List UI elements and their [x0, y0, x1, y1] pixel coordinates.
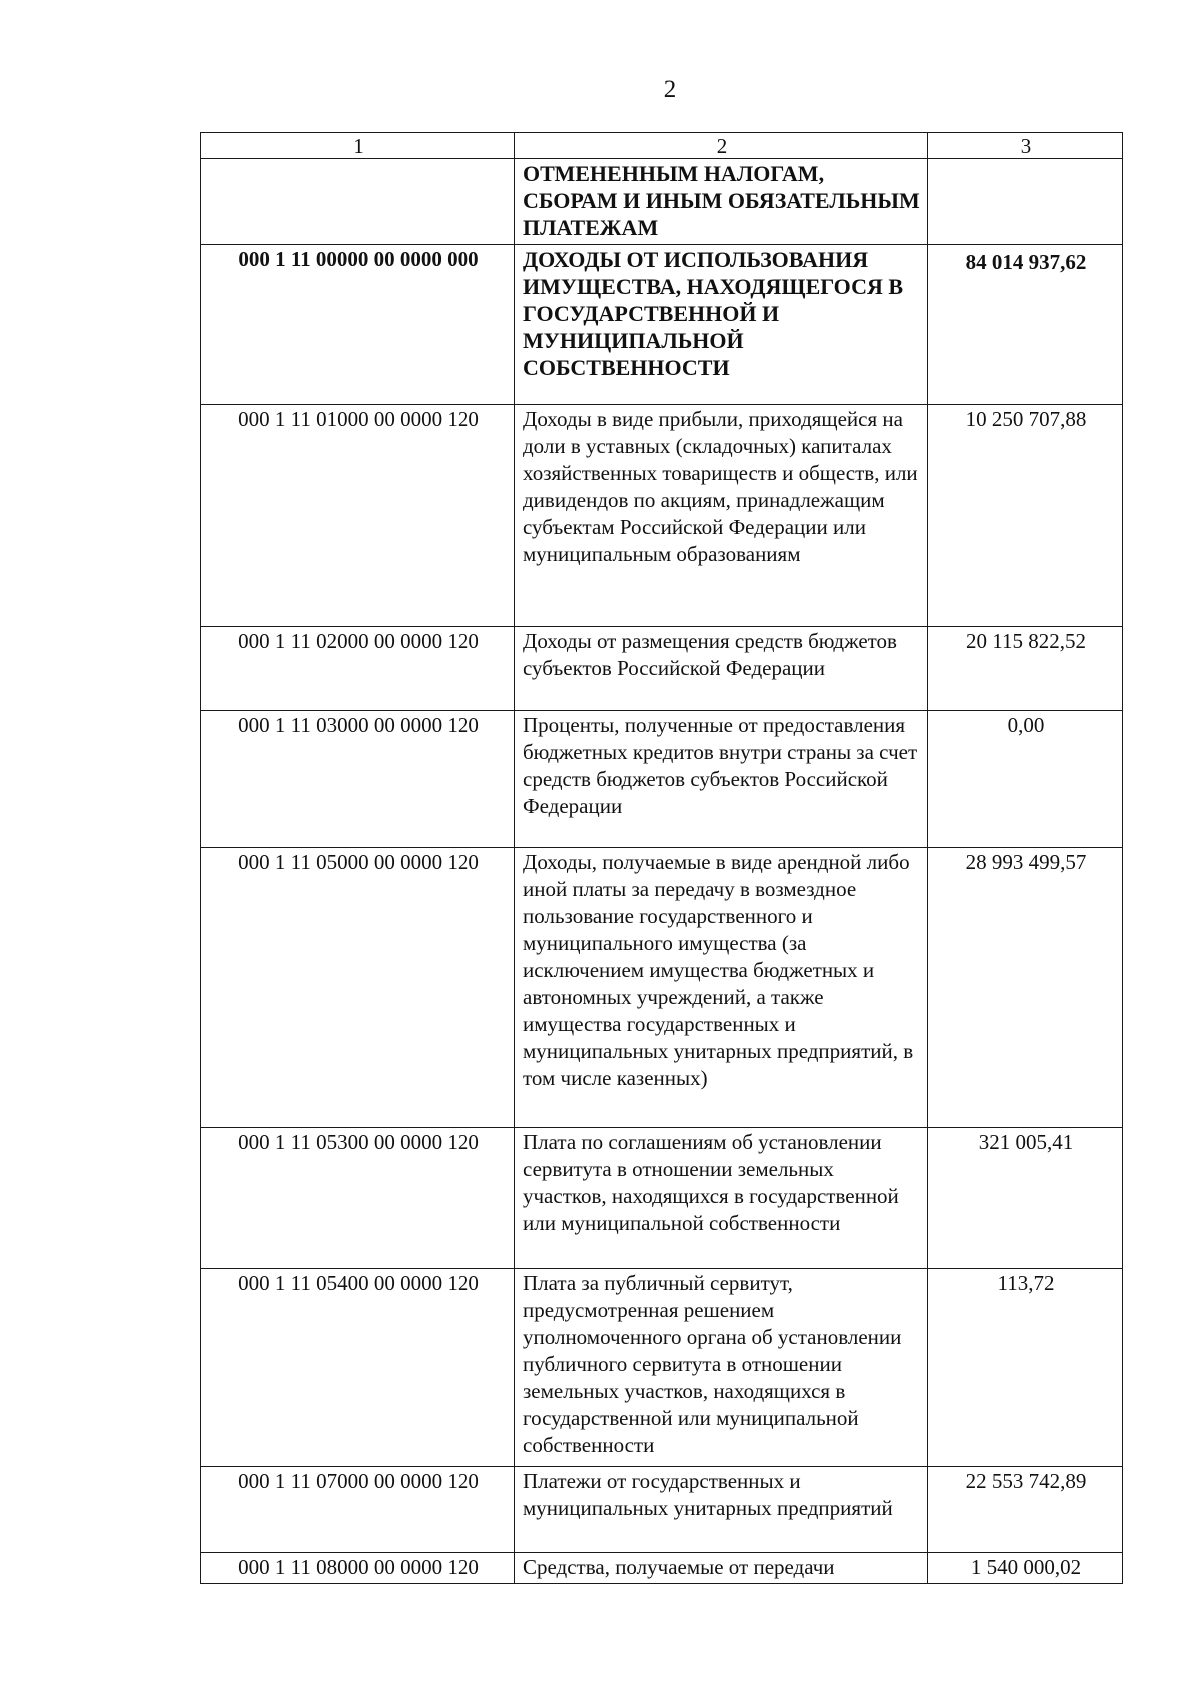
amount: 84 014 937,62: [928, 245, 1123, 405]
amount: 1 540 000,02: [928, 1553, 1123, 1584]
table-row: [201, 711, 1123, 848]
table-row: [201, 1128, 1123, 1269]
table-row: [201, 848, 1123, 1128]
amount: 28 993 499,57: [928, 848, 1123, 1128]
revenue-name: Плата за публичный сервитут, предусмотренная решением уполномоченного органа об установлении публичного сервитута в отношении земельных участков, находящихся в государственной или муниципальной собственности: [515, 1269, 928, 1467]
revenue-name: Доходы от размещения средств бюджетов субъектов Российской Федерации: [515, 627, 928, 711]
column-number-2: 2: [515, 133, 928, 159]
amount: 20 115 822,52: [928, 627, 1123, 711]
column-number-3: 3: [928, 133, 1123, 159]
table-row: [201, 159, 1123, 245]
revenue-name: Средства, получаемые от передачи: [515, 1553, 928, 1584]
amount: 113,72: [928, 1269, 1123, 1467]
table-row: [201, 405, 1123, 627]
budget-code: 000 1 11 07000 00 0000 120: [201, 1467, 515, 1553]
revenue-name: Доходы в виде прибыли, приходящейся на доли в уставных (складочных) капиталах хозяйственных товариществ и обществ, или дивидендов по акциям, принадлежащим субъектам Российской Федерации или муниципальным образованиям: [515, 405, 928, 627]
amount: 321 005,41: [928, 1128, 1123, 1269]
budget-code: 000 1 11 08000 00 0000 120: [201, 1553, 515, 1584]
budget-code: 000 1 11 05000 00 0000 120: [201, 848, 515, 1128]
amount: 10 250 707,88: [928, 405, 1123, 627]
table-row: [201, 1269, 1123, 1467]
budget-code: 000 1 11 01000 00 0000 120: [201, 405, 515, 627]
table-row: [201, 245, 1123, 405]
budget-code: 000 1 11 03000 00 0000 120: [201, 711, 515, 848]
revenue-name: Плата по соглашениям об установлении сервитута в отношении земельных участков, находящихся в государственной или муниципальной собственности: [515, 1128, 928, 1269]
amount: 22 553 742,89: [928, 1467, 1123, 1553]
table-row: [201, 1553, 1123, 1584]
table-row: [201, 1467, 1123, 1553]
revenue-name: Платежи от государственных и муниципальных унитарных предприятий: [515, 1467, 928, 1553]
table-header-row: [201, 133, 1123, 159]
amount: [928, 159, 1123, 245]
budget-code: 000 1 11 02000 00 0000 120: [201, 627, 515, 711]
table-row: [201, 627, 1123, 711]
budget-code: 000 1 11 00000 00 0000 000: [201, 245, 515, 405]
amount: 0,00: [928, 711, 1123, 848]
budget-code: [201, 159, 515, 245]
revenue-table: [200, 132, 1123, 1584]
column-number-1: 1: [201, 133, 515, 159]
budget-code: 000 1 11 05300 00 0000 120: [201, 1128, 515, 1269]
revenue-name: Доходы, получаемые в виде арендной либо иной платы за передачу в возмездное пользование государственного и муниципального имущества (за исключением имущества бюджетных и автономных учреждений, а также имущества государственных и муниципальных унитарных предприятий, в том числе казенных): [515, 848, 928, 1128]
budget-code: 000 1 11 05400 00 0000 120: [201, 1269, 515, 1467]
revenue-name: ОТМЕНЕННЫМ НАЛОГАМ, СБОРАМ И ИНЫМ ОБЯЗАТЕЛЬНЫМ ПЛАТЕЖАМ: [515, 159, 928, 245]
revenue-name: ДОХОДЫ ОТ ИСПОЛЬЗОВАНИЯ ИМУЩЕСТВА, НАХОДЯЩЕГОСЯ В ГОСУДАРСТВЕННОЙ И МУНИЦИПАЛЬНОЙ СОБСТВЕННОСТИ: [515, 245, 928, 405]
revenue-name: Проценты, полученные от предоставления бюджетных кредитов внутри страны за счет средств бюджетов субъектов Российской Федерации: [515, 711, 928, 848]
page-number: 2: [663, 76, 677, 103]
